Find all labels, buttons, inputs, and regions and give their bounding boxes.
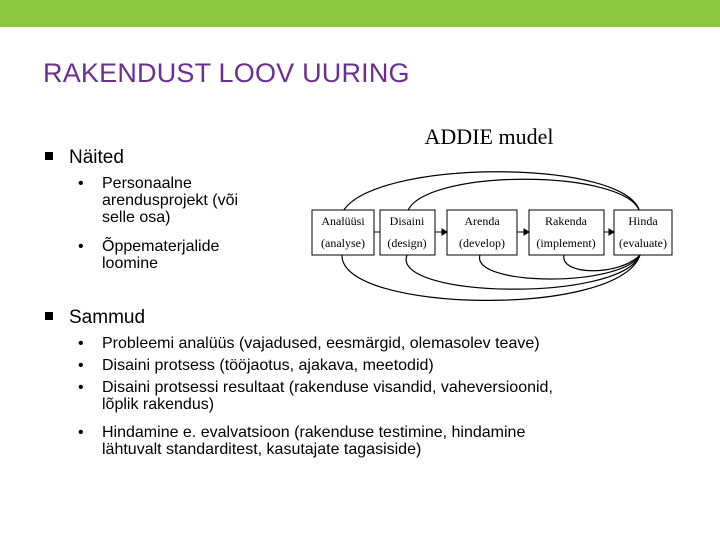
phase-label-develop: Arenda bbox=[464, 214, 500, 228]
bullet-icon: • bbox=[78, 424, 84, 441]
phase-label-analyse: Analüüsi bbox=[321, 214, 365, 228]
phase-sublabel-design: (design) bbox=[387, 236, 427, 250]
arc-bottom-implement bbox=[564, 255, 640, 271]
arrow-head bbox=[524, 229, 529, 235]
bullet-icon: • bbox=[78, 357, 84, 374]
evaluation-arcs bbox=[342, 255, 640, 300]
list-item-line: Probleemi analüüs (vajadused, eesmärgid, olemasolev teave) bbox=[102, 335, 540, 352]
bullet-icon: • bbox=[78, 335, 84, 352]
arrow-head bbox=[442, 229, 447, 235]
bullet-icon: • bbox=[78, 379, 84, 396]
phase-sublabel-develop: (develop) bbox=[459, 236, 505, 250]
slide-title: RAKENDUST LOOV UURING bbox=[43, 58, 410, 88]
list-item-line: lõplik rakendus) bbox=[102, 396, 215, 413]
arc-to-design bbox=[407, 179, 640, 213]
list-item-line: lähtuvalt standarditest, kasutajate tagasiside) bbox=[102, 441, 422, 458]
phase-sublabel-implement: (implement) bbox=[536, 236, 596, 250]
arc-to-analyse bbox=[342, 172, 640, 213]
section-heading: Näited bbox=[69, 147, 124, 168]
bullet-icon: • bbox=[78, 175, 84, 192]
arc-bottom-analyse bbox=[342, 255, 640, 300]
phase-label-evaluate: Hinda bbox=[628, 214, 658, 228]
phase-label-design: Disaini bbox=[389, 214, 425, 228]
phase-sublabel-evaluate: (evaluate) bbox=[619, 236, 667, 250]
diagram-title: ADDIE mudel bbox=[424, 124, 554, 149]
arc-bottom-develop bbox=[480, 255, 640, 279]
arrow-head bbox=[609, 229, 614, 235]
section-naited bbox=[45, 147, 124, 169]
section-sammud bbox=[45, 307, 145, 329]
phase-sublabel-analyse: (analyse) bbox=[321, 236, 365, 250]
feedback-arcs bbox=[342, 172, 640, 213]
accent-bar bbox=[0, 0, 720, 27]
list-item-line: Disaini protsessi resultaat (rakenduse visandid, vaheversioonid, bbox=[102, 379, 553, 396]
list-item-line: Disaini protsess (tööjaotus, ajakava, meetodid) bbox=[102, 357, 434, 374]
list-item-line: Personaalne bbox=[102, 175, 192, 192]
square-bullet-icon bbox=[45, 312, 53, 320]
addie-diagram bbox=[300, 118, 700, 308]
list-item-line: loomine bbox=[102, 255, 159, 272]
list-item-line: Hindamine e. evalvatsioon (rakenduse testimine, hindamine bbox=[102, 424, 526, 441]
list-item-line: Õppematerjalide bbox=[102, 238, 220, 255]
square-bullet-icon bbox=[45, 152, 53, 160]
bullet-icon: • bbox=[78, 238, 84, 255]
section-heading: Sammud bbox=[69, 307, 146, 328]
list-item-line: selle osa) bbox=[102, 209, 171, 226]
phase-label-implement: Rakenda bbox=[545, 214, 587, 228]
list-item-line: arendusprojekt (või bbox=[102, 192, 239, 209]
